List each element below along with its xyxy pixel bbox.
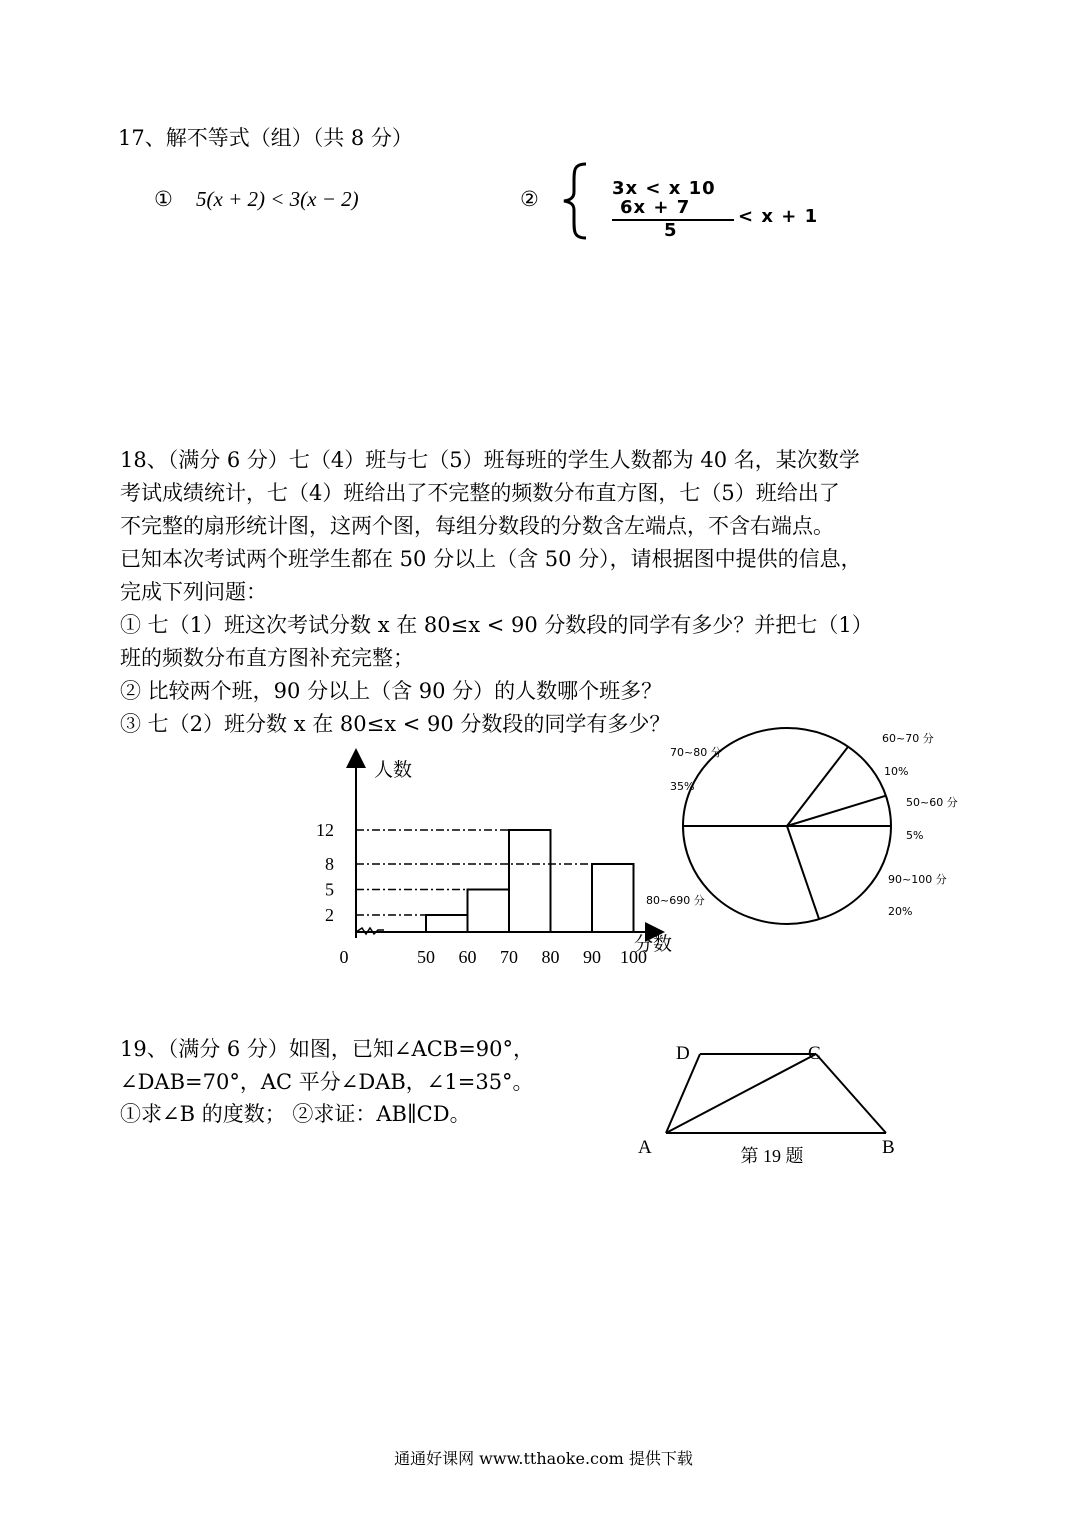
q18-text [120,444,980,741]
x-tick-label: 50 [417,947,435,967]
x-tick-label: 80 [541,947,560,967]
pie-slice-percent: 20% [888,905,913,918]
point-b-label: B [882,1137,895,1158]
x-axis-label: 分数 [633,934,672,955]
y-tick-label: 8 [325,854,334,874]
q17-title: 17、解不等式（组）（共 8 分） [118,126,413,150]
histogram-bar [509,830,551,932]
left-brace [560,160,590,242]
segment-ad [666,1054,700,1133]
pie-slice-percent: 10% [884,765,909,778]
q19-line-2: ∠DAB=70°，AC 平分∠DAB，∠1=35°。 [120,1070,534,1094]
figure-caption: 第 19 题 [740,1146,804,1166]
point-a-label: A [638,1137,652,1158]
point-c-label: C [808,1043,821,1064]
origin-label: 0 [339,947,349,967]
q18-line: 考试成绩统计，七（4）班给出了不完整的频数分布直方图，七（5）班给出了 [120,481,840,505]
pie-slice-label: 80~690 分 [646,894,705,907]
q18-line: 班的频数分布直方图补充完整； [120,646,414,670]
q19-figure [630,1035,910,1175]
pie-slice-percent: 5% [906,829,924,842]
y-axis-label: 人数 [374,760,413,781]
pie-slice-boundary [787,796,886,826]
pie-slice-label: 50~60 分 [906,796,958,809]
q18-line: 完成下列问题： [120,580,267,604]
q17-item1-expression: 5(x + 2) < 3(x − 2) [196,187,359,211]
q18-line: ① 七（1）班这次考试分数 x 在 80≤x < 90 分数段的同学有多少？并把七（1） [120,613,873,637]
pie-slice-label: 90~100 分 [888,873,947,886]
pie-slice-boundary [787,747,848,826]
y-tick-label: 12 [316,820,334,840]
point-d-label: D [676,1043,690,1064]
system-line-1: 3x < x 10 [612,178,716,199]
x-tick-label: 60 [458,947,477,967]
q19-line-1: 19、（满分 6 分）如图，已知∠ACB=90°， [120,1037,535,1061]
system-line-2-numerator: 6x + 7 [620,197,691,218]
segment-ac [666,1054,816,1133]
histogram-bar [592,864,634,932]
histogram-bar [426,915,468,932]
q17-item2-marker: ② [520,187,539,211]
q19-line-3: ①求∠B 的度数； ②求证：AB∥CD。 [120,1102,471,1126]
q18-line: 不完整的扇形统计图，这两个图，每组分数段的分数含左端点，不含右端点。 [120,514,834,538]
pie-slice-label: 60~70 分 [882,732,934,745]
system-line-2-denominator: 5 [664,220,678,241]
segment-cb [816,1054,886,1133]
q18-line: 已知本次考试两个班学生都在 50 分以上（含 50 分），请根据图中提供的信息， [120,547,862,571]
x-tick-label: 70 [500,947,518,967]
histogram-bar [468,890,510,933]
x-tick-label: 100 [620,947,647,967]
q18-line: ③ 七（2）班分数 x 在 80≤x < 90 分数段的同学有多少？ [120,712,671,736]
x-tick-label: 90 [583,947,601,967]
pie-slice-percent: 35% [670,780,695,793]
system-line-2-rhs: < x + 1 [738,206,819,227]
y-tick-label: 5 [325,879,334,900]
q18-line: 18、（满分 6 分）七（4）班与七（5）班每班的学生人数都为 40 名，某次数学 [120,448,860,472]
pie-slice-label: 70~80 分 [670,746,722,759]
q18-line: ② 比较两个班，90 分以上（含 90 分）的人数哪个班多？ [120,679,663,703]
footer-text: 通通好课网 www.tthaoke.com 提供下载 [394,1449,693,1468]
y-tick-label: 2 [325,905,334,925]
pie-chart [640,720,970,935]
pie-slice-boundary [787,826,819,919]
q17-item1-marker: ① [154,187,173,211]
histogram-chart [300,740,680,975]
